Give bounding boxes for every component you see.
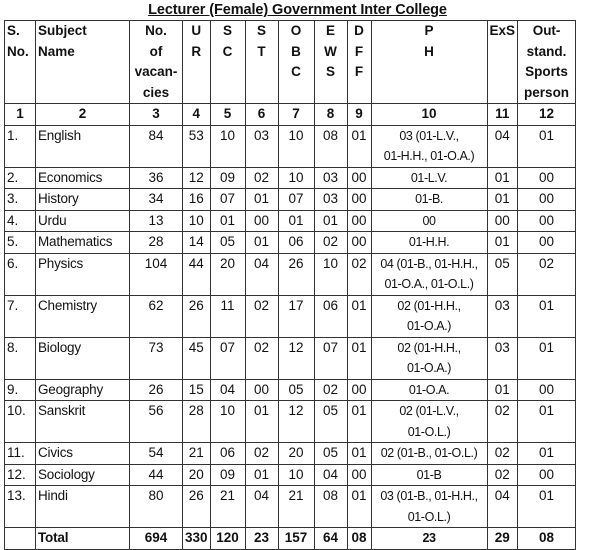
cell-ph xyxy=(371,443,487,465)
cell-line: 02 (01-H.H., xyxy=(397,298,461,313)
column-header-vacancies xyxy=(130,21,183,104)
cell-exs: 00 xyxy=(487,210,518,232)
cell-line: stand. xyxy=(526,43,567,59)
cell-st: 04 xyxy=(245,486,278,528)
cell-sports: 00 xyxy=(518,167,576,189)
cell-line: 03 (01-L.V., xyxy=(399,128,459,143)
cell-ph xyxy=(371,232,487,254)
cell-sports: 01 xyxy=(518,295,576,337)
cell-ph xyxy=(371,125,487,167)
cell-line: 00 xyxy=(422,213,436,228)
cell-exs: 02 xyxy=(487,443,518,465)
cell-sno: 11. xyxy=(5,443,36,465)
cell-vacancies: 28 xyxy=(130,232,183,254)
cell-sports: 02 xyxy=(518,253,576,295)
cell-subject: Geography xyxy=(36,379,130,401)
cell-line: 04 (01-B., 01-H.H., xyxy=(380,256,478,271)
column-number: 5 xyxy=(210,104,245,126)
cell-sc: 09 xyxy=(210,464,245,486)
cell-obc: 157 xyxy=(278,528,314,550)
cell-ews: 07 xyxy=(314,337,347,379)
cell-exs: 02 xyxy=(487,464,518,486)
column-number: 6 xyxy=(245,104,278,126)
cell-exs: 03 xyxy=(487,295,518,337)
cell-obc: 06 xyxy=(278,232,314,254)
cell-ph xyxy=(371,337,487,379)
cell-line: person xyxy=(524,84,570,100)
cell-ews: 64 xyxy=(314,528,347,550)
column-number: 10 xyxy=(371,104,487,126)
cell-sports: 00 xyxy=(518,210,576,232)
cell-ews: 01 xyxy=(314,210,347,232)
header-row xyxy=(5,21,576,104)
table-row xyxy=(5,253,576,295)
cell-ph xyxy=(371,253,487,295)
cell-dff: 00 xyxy=(347,167,371,189)
cell-subject: Mathematics xyxy=(36,232,130,254)
table-row xyxy=(5,232,576,254)
cell-exs: 05 xyxy=(487,253,518,295)
cell-sports: 01 xyxy=(518,486,576,528)
cell-line: 01-O.L.) xyxy=(407,509,451,524)
cell-ph xyxy=(371,295,487,337)
cell-sc: 11 xyxy=(210,295,245,337)
cell-dff: 01 xyxy=(347,443,371,465)
cell-line: 01-B xyxy=(416,467,442,482)
cell-line: T xyxy=(257,43,266,59)
cell-obc: 10 xyxy=(278,125,314,167)
cell-st: 02 xyxy=(245,337,278,379)
column-header-subject xyxy=(36,21,130,104)
table-row xyxy=(5,125,576,167)
cell-line: of xyxy=(149,43,163,59)
cell-sc: 01 xyxy=(210,210,245,232)
cell-dff: 01 xyxy=(347,337,371,379)
cell-subject: Sociology xyxy=(36,464,130,486)
column-header-st xyxy=(245,21,278,104)
cell-line: B xyxy=(291,43,301,59)
cell-line: S. xyxy=(7,23,20,38)
cell-line: Sports xyxy=(525,64,568,79)
page-title: Lecturer (Female) Government Inter College xyxy=(148,2,447,18)
cell-sports: 00 xyxy=(518,379,576,401)
cell-line: H xyxy=(424,43,434,59)
cell-vacancies: 56 xyxy=(130,401,183,443)
cell-vacancies: 36 xyxy=(130,167,183,189)
cell-ews: 02 xyxy=(314,232,347,254)
cell-ur: 53 xyxy=(183,125,211,167)
cell-obc: 26 xyxy=(278,253,314,295)
cell-sc: 09 xyxy=(210,167,245,189)
cell-sno: 2. xyxy=(5,167,36,189)
cell-exs: 01 xyxy=(487,189,518,211)
cell-vacancies: 44 xyxy=(130,464,183,486)
cell-ph xyxy=(371,210,487,232)
cell-ur: 21 xyxy=(183,443,211,465)
vacancy-table xyxy=(4,20,576,550)
cell-line: W xyxy=(324,43,337,59)
column-number: 3 xyxy=(130,104,183,126)
column-number: 11 xyxy=(487,104,518,126)
table-row xyxy=(5,486,576,528)
cell-subject: Chemistry xyxy=(36,295,130,337)
cell-sc: 05 xyxy=(210,232,245,254)
cell-sc: 07 xyxy=(210,189,245,211)
cell-vacancies: 80 xyxy=(130,486,183,528)
cell-sc: 20 xyxy=(210,253,245,295)
cell-line: cies xyxy=(142,84,170,100)
cell-ews: 02 xyxy=(314,379,347,401)
cell-line: 01-O.A., 01-O.L.) xyxy=(384,277,474,291)
column-header-sports xyxy=(518,21,576,104)
cell-ur: 28 xyxy=(183,401,211,443)
cell-sno: 7. xyxy=(5,295,36,337)
cell-ph xyxy=(371,528,487,550)
cell-st: 01 xyxy=(245,464,278,486)
table-row xyxy=(5,464,576,486)
cell-line: 03 (01-B., 01-H.H., xyxy=(380,489,478,503)
cell-line: Name xyxy=(38,43,75,59)
cell-obc: 10 xyxy=(278,464,314,486)
cell-sports: 01 xyxy=(518,443,576,465)
cell-sports: 01 xyxy=(518,337,576,379)
cell-st: 02 xyxy=(245,295,278,337)
cell-subject: English xyxy=(36,125,130,167)
column-header-ur xyxy=(183,21,211,104)
cell-vacancies: 34 xyxy=(130,189,183,211)
cell-st: 23 xyxy=(245,528,278,550)
cell-sno: 4. xyxy=(5,210,36,232)
column-header-obc xyxy=(278,21,314,104)
cell-obc: 10 xyxy=(278,167,314,189)
cell-line: 01-O.A.) xyxy=(407,319,452,333)
cell-ph xyxy=(371,379,487,401)
column-number: 7 xyxy=(278,104,314,126)
total-row xyxy=(5,528,576,550)
cell-line: No. xyxy=(145,23,167,38)
cell-obc: 21 xyxy=(278,486,314,528)
cell-ph xyxy=(371,464,487,486)
cell-ur: 20 xyxy=(183,464,211,486)
cell-sno: 12. xyxy=(5,464,36,486)
cell-line: S xyxy=(223,23,233,38)
cell-line: 02 (01-L.V., xyxy=(399,404,459,418)
table-row xyxy=(5,167,576,189)
cell-ur: 14 xyxy=(183,232,211,254)
cell-ph xyxy=(371,189,487,211)
cell-sports: 01 xyxy=(518,401,576,443)
cell-obc: 12 xyxy=(278,401,314,443)
cell-sno: 10. xyxy=(5,401,36,443)
cell-obc: 01 xyxy=(278,210,314,232)
cell-subject: Economics xyxy=(36,167,130,189)
table-row xyxy=(5,443,576,465)
cell-sc: 07 xyxy=(210,337,245,379)
cell-line: 01-H.H., 01-O.A.) xyxy=(383,149,475,163)
cell-sno: 5. xyxy=(5,232,36,254)
cell-sc: 10 xyxy=(210,125,245,167)
column-number: 8 xyxy=(314,104,347,126)
cell-line: O xyxy=(290,23,302,38)
column-header-exs xyxy=(487,21,518,104)
cell-vacancies: 694 xyxy=(130,528,183,550)
cell-exs: 01 xyxy=(487,379,518,401)
cell-dff: 00 xyxy=(347,232,371,254)
cell-line: 01-H.H. xyxy=(408,235,450,249)
cell-obc: 12 xyxy=(278,337,314,379)
column-header-dff xyxy=(347,21,371,104)
table-row xyxy=(5,210,576,232)
cell-line: U xyxy=(191,23,202,38)
cell-ews: 06 xyxy=(314,295,347,337)
cell-line: R xyxy=(191,43,202,59)
cell-ur: 26 xyxy=(183,486,211,528)
cell-st: 00 xyxy=(245,379,278,401)
cell-line: 01-O.L.) xyxy=(407,424,451,439)
cell-sno xyxy=(5,528,36,550)
cell-obc: 05 xyxy=(278,379,314,401)
cell-obc: 20 xyxy=(278,443,314,465)
cell-line: Out- xyxy=(532,23,561,38)
cell-exs: 01 xyxy=(487,232,518,254)
table-row xyxy=(5,401,576,443)
cell-line: S xyxy=(257,23,267,38)
cell-sno: 9. xyxy=(5,379,36,401)
cell-st: 01 xyxy=(245,232,278,254)
cell-line: F xyxy=(354,64,364,79)
cell-line: 02 (01-B., 01-O.L.) xyxy=(380,446,478,460)
cell-subject: Hindi xyxy=(36,486,130,528)
cell-dff: 00 xyxy=(347,210,371,232)
cell-line: 01-B. xyxy=(415,192,443,206)
cell-obc: 17 xyxy=(278,295,314,337)
cell-exs: 29 xyxy=(487,528,518,550)
cell-sno: 8. xyxy=(5,337,36,379)
table-row xyxy=(5,379,576,401)
cell-subject: History xyxy=(36,189,130,211)
cell-line: D xyxy=(354,23,364,38)
cell-sc: 21 xyxy=(210,486,245,528)
cell-line: 23 xyxy=(422,531,436,545)
cell-st: 04 xyxy=(245,253,278,295)
cell-line: No. xyxy=(7,43,29,59)
cell-exs: 01 xyxy=(487,167,518,189)
cell-ur: 44 xyxy=(183,253,211,295)
cell-line: P xyxy=(424,23,434,38)
cell-sc: 04 xyxy=(210,379,245,401)
cell-ews: 03 xyxy=(314,167,347,189)
cell-st: 02 xyxy=(245,443,278,465)
cell-sports: 00 xyxy=(518,232,576,254)
cell-vacancies: 62 xyxy=(130,295,183,337)
cell-ews: 03 xyxy=(314,189,347,211)
column-header-sno xyxy=(5,21,36,104)
cell-st: 03 xyxy=(245,125,278,167)
cell-st: 01 xyxy=(245,401,278,443)
cell-sports: 01 xyxy=(518,125,576,167)
cell-vacancies: 84 xyxy=(130,125,183,167)
cell-line: E xyxy=(326,23,336,38)
cell-dff: 01 xyxy=(347,125,371,167)
cell-dff: 02 xyxy=(347,253,371,295)
cell-line: 01-O.A. xyxy=(408,382,450,397)
cell-sports: 08 xyxy=(518,528,576,550)
cell-subject: Civics xyxy=(36,443,130,465)
cell-sc: 10 xyxy=(210,401,245,443)
cell-ur: 26 xyxy=(183,295,211,337)
cell-st: 00 xyxy=(245,210,278,232)
cell-ews: 08 xyxy=(314,125,347,167)
cell-subject: Urdu xyxy=(36,210,130,232)
cell-dff: 01 xyxy=(347,295,371,337)
table-row xyxy=(5,337,576,379)
cell-sno: 6. xyxy=(5,253,36,295)
cell-vacancies: 13 xyxy=(130,210,183,232)
cell-dff: 00 xyxy=(347,379,371,401)
cell-ur: 45 xyxy=(183,337,211,379)
column-number: 4 xyxy=(183,104,211,126)
table-row xyxy=(5,295,576,337)
cell-st: 02 xyxy=(245,167,278,189)
cell-ews: 04 xyxy=(314,464,347,486)
cell-ews: 05 xyxy=(314,401,347,443)
cell-ph xyxy=(371,167,487,189)
cell-line: F xyxy=(354,43,364,59)
cell-ur: 330 xyxy=(183,528,211,550)
column-header-sc xyxy=(210,21,245,104)
cell-sports: 00 xyxy=(518,464,576,486)
cell-ews: 05 xyxy=(314,443,347,465)
cell-vacancies: 54 xyxy=(130,443,183,465)
column-number: 12 xyxy=(518,104,576,126)
cell-ews: 08 xyxy=(314,486,347,528)
cell-ph xyxy=(371,401,487,443)
cell-line: 01-O.A.) xyxy=(407,361,452,375)
cell-st: 01 xyxy=(245,189,278,211)
cell-sno: 13. xyxy=(5,486,36,528)
cell-ur: 16 xyxy=(183,189,211,211)
cell-ur: 12 xyxy=(183,167,211,189)
column-number: 1 xyxy=(5,104,36,126)
column-header-ph xyxy=(371,21,487,104)
cell-dff: 01 xyxy=(347,486,371,528)
cell-ur: 15 xyxy=(183,379,211,401)
column-number: 9 xyxy=(347,104,371,126)
cell-line: Subject xyxy=(38,23,87,38)
cell-obc: 07 xyxy=(278,189,314,211)
cell-sc: 120 xyxy=(210,528,245,550)
cell-subject: Physics xyxy=(36,253,130,295)
cell-subject: Sanskrit xyxy=(36,401,130,443)
cell-line: S xyxy=(326,64,336,79)
cell-sc: 06 xyxy=(210,443,245,465)
column-number-row xyxy=(5,104,576,126)
cell-exs: 03 xyxy=(487,337,518,379)
cell-line: 01-L.V. xyxy=(410,170,448,185)
cell-line: C xyxy=(291,64,301,79)
table-row xyxy=(5,189,576,211)
cell-subject: Total xyxy=(36,528,130,550)
cell-dff: 01 xyxy=(347,401,371,443)
cell-sno: 1. xyxy=(5,125,36,167)
cell-vacancies: 26 xyxy=(130,379,183,401)
cell-dff: 00 xyxy=(347,464,371,486)
cell-vacancies: 73 xyxy=(130,337,183,379)
column-header-ews xyxy=(314,21,347,104)
cell-exs: 04 xyxy=(487,125,518,167)
cell-line: 02 (01-H.H., xyxy=(397,340,461,355)
cell-ph xyxy=(371,486,487,528)
cell-exs: 02 xyxy=(487,401,518,443)
cell-sports: 00 xyxy=(518,189,576,211)
cell-line: C xyxy=(222,43,233,59)
cell-subject: Biology xyxy=(36,337,130,379)
column-number: 2 xyxy=(36,104,130,126)
cell-sno: 3. xyxy=(5,189,36,211)
cell-dff: 00 xyxy=(347,189,371,211)
cell-dff: 08 xyxy=(347,528,371,550)
cell-vacancies: 104 xyxy=(130,253,183,295)
cell-line: vacan- xyxy=(134,64,178,79)
cell-exs: 04 xyxy=(487,486,518,528)
cell-ur: 10 xyxy=(183,210,211,232)
cell-ews: 10 xyxy=(314,253,347,295)
cell-line: ExS xyxy=(489,23,516,38)
